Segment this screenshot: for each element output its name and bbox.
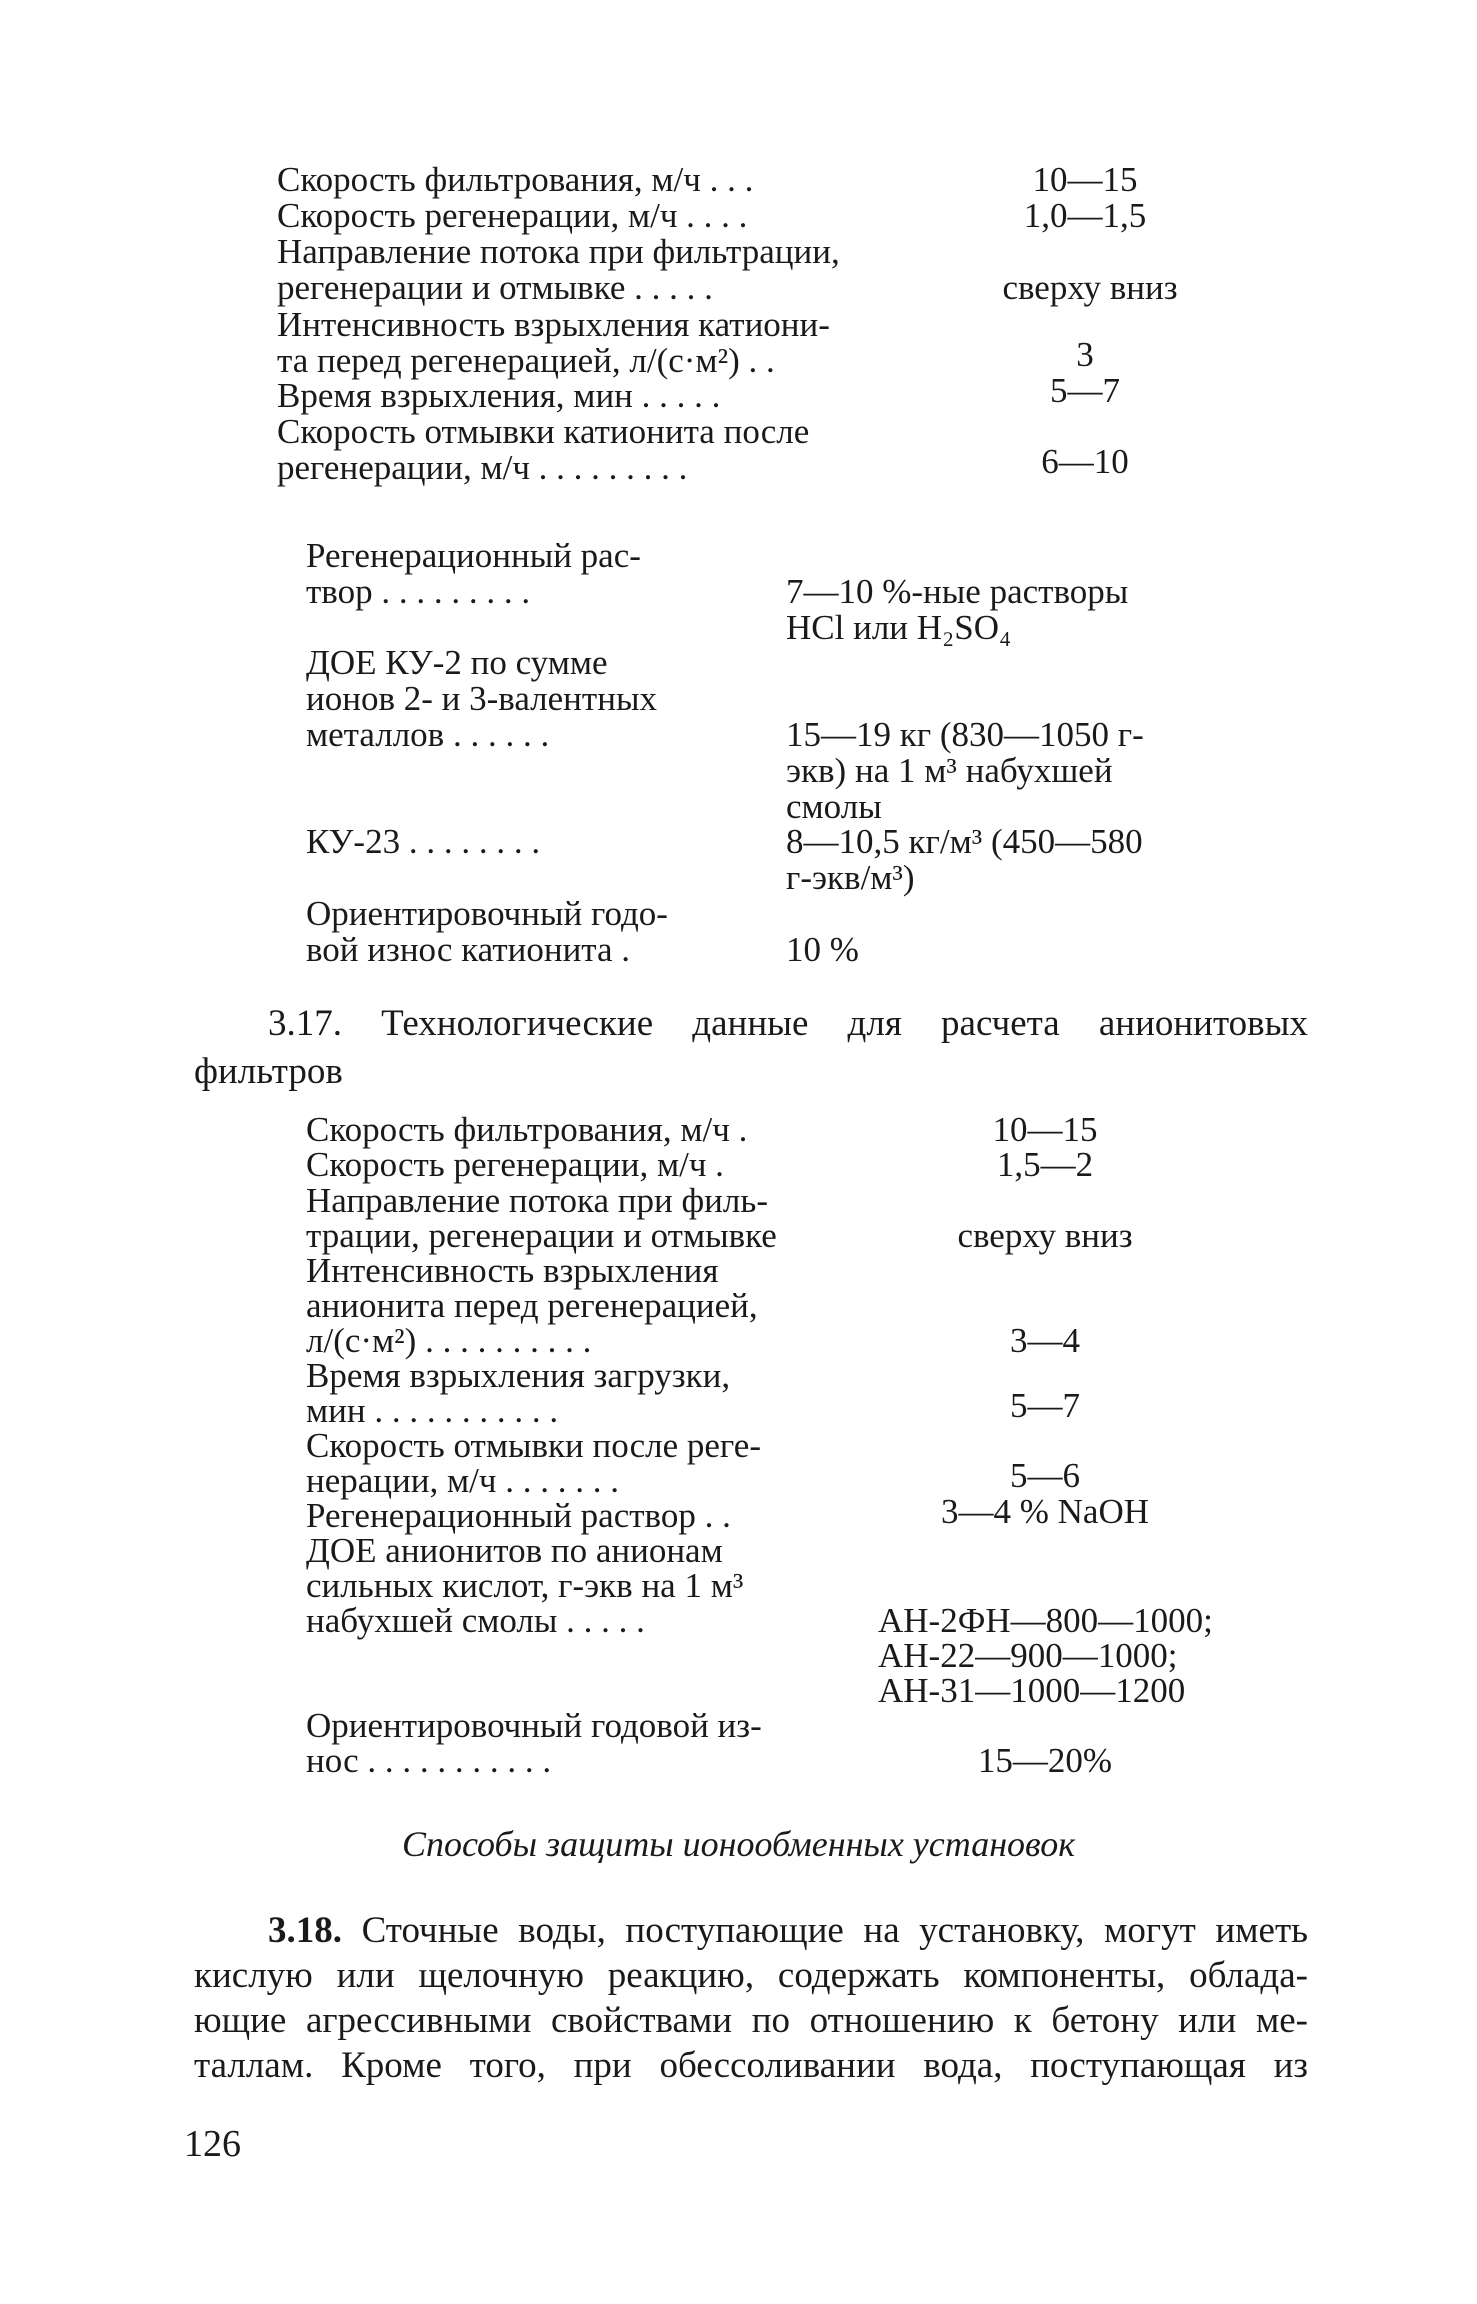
table-row-value: АН-22—900—1000;: [878, 1636, 1178, 1675]
table-row-value: сверху вниз: [1002, 268, 1178, 307]
paragraph-line: [268, 1912, 1308, 1950]
table-row-value: АН-31—1000—1200: [878, 1671, 1186, 1710]
paragraph-text: Сточные воды, поступающие на установку, могут иметь: [361, 1910, 1309, 1951]
table-row-value: 1,5—2: [996, 1145, 1094, 1184]
section-title: [268, 1005, 1308, 1043]
table-row-value: 6—10: [1041, 442, 1129, 481]
table-row-label: Скорость отмывки после реге-: [306, 1426, 761, 1465]
table-row-label: КУ-23 . . . . . . . .: [306, 822, 541, 861]
table-row-label: Скорость фильтрования, м/ч .: [306, 1110, 748, 1149]
table-row-value: 7—10 %-ные растворы: [786, 572, 1129, 611]
table-row-label: регенерации и отмывке . . . . .: [277, 268, 713, 307]
table-row-value: смолы: [786, 787, 882, 826]
table-row-label: Интенсивность взрыхления: [306, 1251, 719, 1290]
table-row-value: 3—4 % NaOH: [940, 1492, 1150, 1531]
table-row-value: 5—7: [1010, 1386, 1080, 1425]
page-number: 126: [184, 2123, 241, 2165]
table-row-value: 5—6: [1010, 1456, 1080, 1495]
table-row-label: та перед регенерацией, л/(с·м²) . .: [277, 341, 775, 380]
table-row-label: Скорость регенерации, м/ч . . . .: [277, 196, 748, 235]
table-row-value: 5—7: [1050, 371, 1120, 410]
table-row-label: Интенсивность взрыхления катиони-: [277, 305, 830, 344]
table-row-label: твор . . . . . . . . .: [306, 572, 531, 611]
table-row-label: Время взрыхления, мин . . . . .: [277, 376, 721, 415]
table-row-label: регенерации, м/ч . . . . . . . . .: [277, 448, 688, 487]
table-row-label: Регенерационный рас-: [306, 536, 641, 575]
table-row-label: Скорость фильтрования, м/ч . . .: [277, 160, 754, 199]
table-row-value: 15—19 кг (830—1050 г-: [786, 715, 1144, 754]
table-row-label: Время взрыхления загрузки,: [306, 1356, 731, 1395]
paragraph-line: таллам. Кроме того, при обессоливании вода, поступающая из: [194, 2045, 1308, 2086]
table-row-value: сверху вниз: [957, 1216, 1133, 1255]
table-row-value: г-экв/м³): [786, 858, 915, 897]
table-row-label: трации, регенерации и отмывке: [306, 1216, 777, 1255]
table-row-value: 8—10,5 кг/м³ (450—580: [786, 822, 1143, 861]
table-row-value: 3—4: [1010, 1321, 1080, 1360]
table-row-label: Направление потока при фильтрации,: [277, 232, 840, 271]
table-row-value: 10—15: [992, 1110, 1098, 1149]
table-row-value: АН-2ФН—800—1000;: [878, 1601, 1213, 1640]
table-row-value: 3: [1076, 335, 1094, 374]
table-row-label: Ориентировочный годовой из-: [306, 1706, 762, 1745]
section-title-text: Технологические данные для расчета анионитовых: [381, 1003, 1308, 1044]
table-row-label: ДОЕ КУ-2 по сумме: [306, 643, 608, 682]
table-row-label: металлов . . . . . .: [306, 715, 550, 754]
paragraph-line: кислую или щелочную реакцию, содержать компоненты, облада-: [194, 1955, 1308, 1996]
table-row-label: мин . . . . . . . . . . .: [306, 1391, 559, 1430]
table-row-label: Скорость регенерации, м/ч .: [306, 1145, 724, 1184]
table-row-value: 1,0—1,5: [1023, 196, 1147, 235]
table-row-value: HCl или H₂SO₄: [786, 608, 1012, 647]
table-row-label: Направление потока при филь-: [306, 1181, 768, 1220]
paragraph-line: ющие агрессивными свойствами по отношению к бетону или ме-: [194, 2000, 1308, 2041]
table-row-label: Скорость отмывки катионита после: [277, 412, 810, 451]
table-row-label: ионов 2- и 3-валентных: [306, 679, 657, 718]
table-row-label: нерации, м/ч . . . . . . .: [306, 1461, 619, 1500]
table-row-label: набухшей смолы . . . . .: [306, 1601, 645, 1640]
table-row-value: 15—20%: [977, 1741, 1113, 1780]
table-row-label: сильных кислот, г-экв на 1 м³: [306, 1566, 744, 1605]
table-row-value: экв) на 1 м³ набухшей: [786, 751, 1113, 790]
section-heading: Способы защиты ионообменных установок: [401, 1824, 1076, 1864]
section-title-continued: фильтров: [194, 1051, 343, 1092]
table-row-label: ДОЕ анионитов по анионам: [306, 1531, 723, 1570]
table-row-label: анионита перед регенерацией,: [306, 1286, 758, 1325]
section-number: 3.18.: [268, 1910, 342, 1951]
table-row-value: 10—15: [1032, 160, 1138, 199]
table-row-value: 10 %: [786, 930, 859, 969]
table-row-label: вой износ катионита .: [306, 930, 631, 969]
table-row-label: нос . . . . . . . . . . .: [306, 1741, 552, 1780]
table-row-label: л/(с·м²) . . . . . . . . . .: [306, 1321, 592, 1360]
table-row-label: Регенерационный раствор . .: [306, 1496, 731, 1535]
table-row-label: Ориентировочный годо-: [306, 894, 668, 933]
section-number: 3.17.: [268, 1003, 342, 1044]
